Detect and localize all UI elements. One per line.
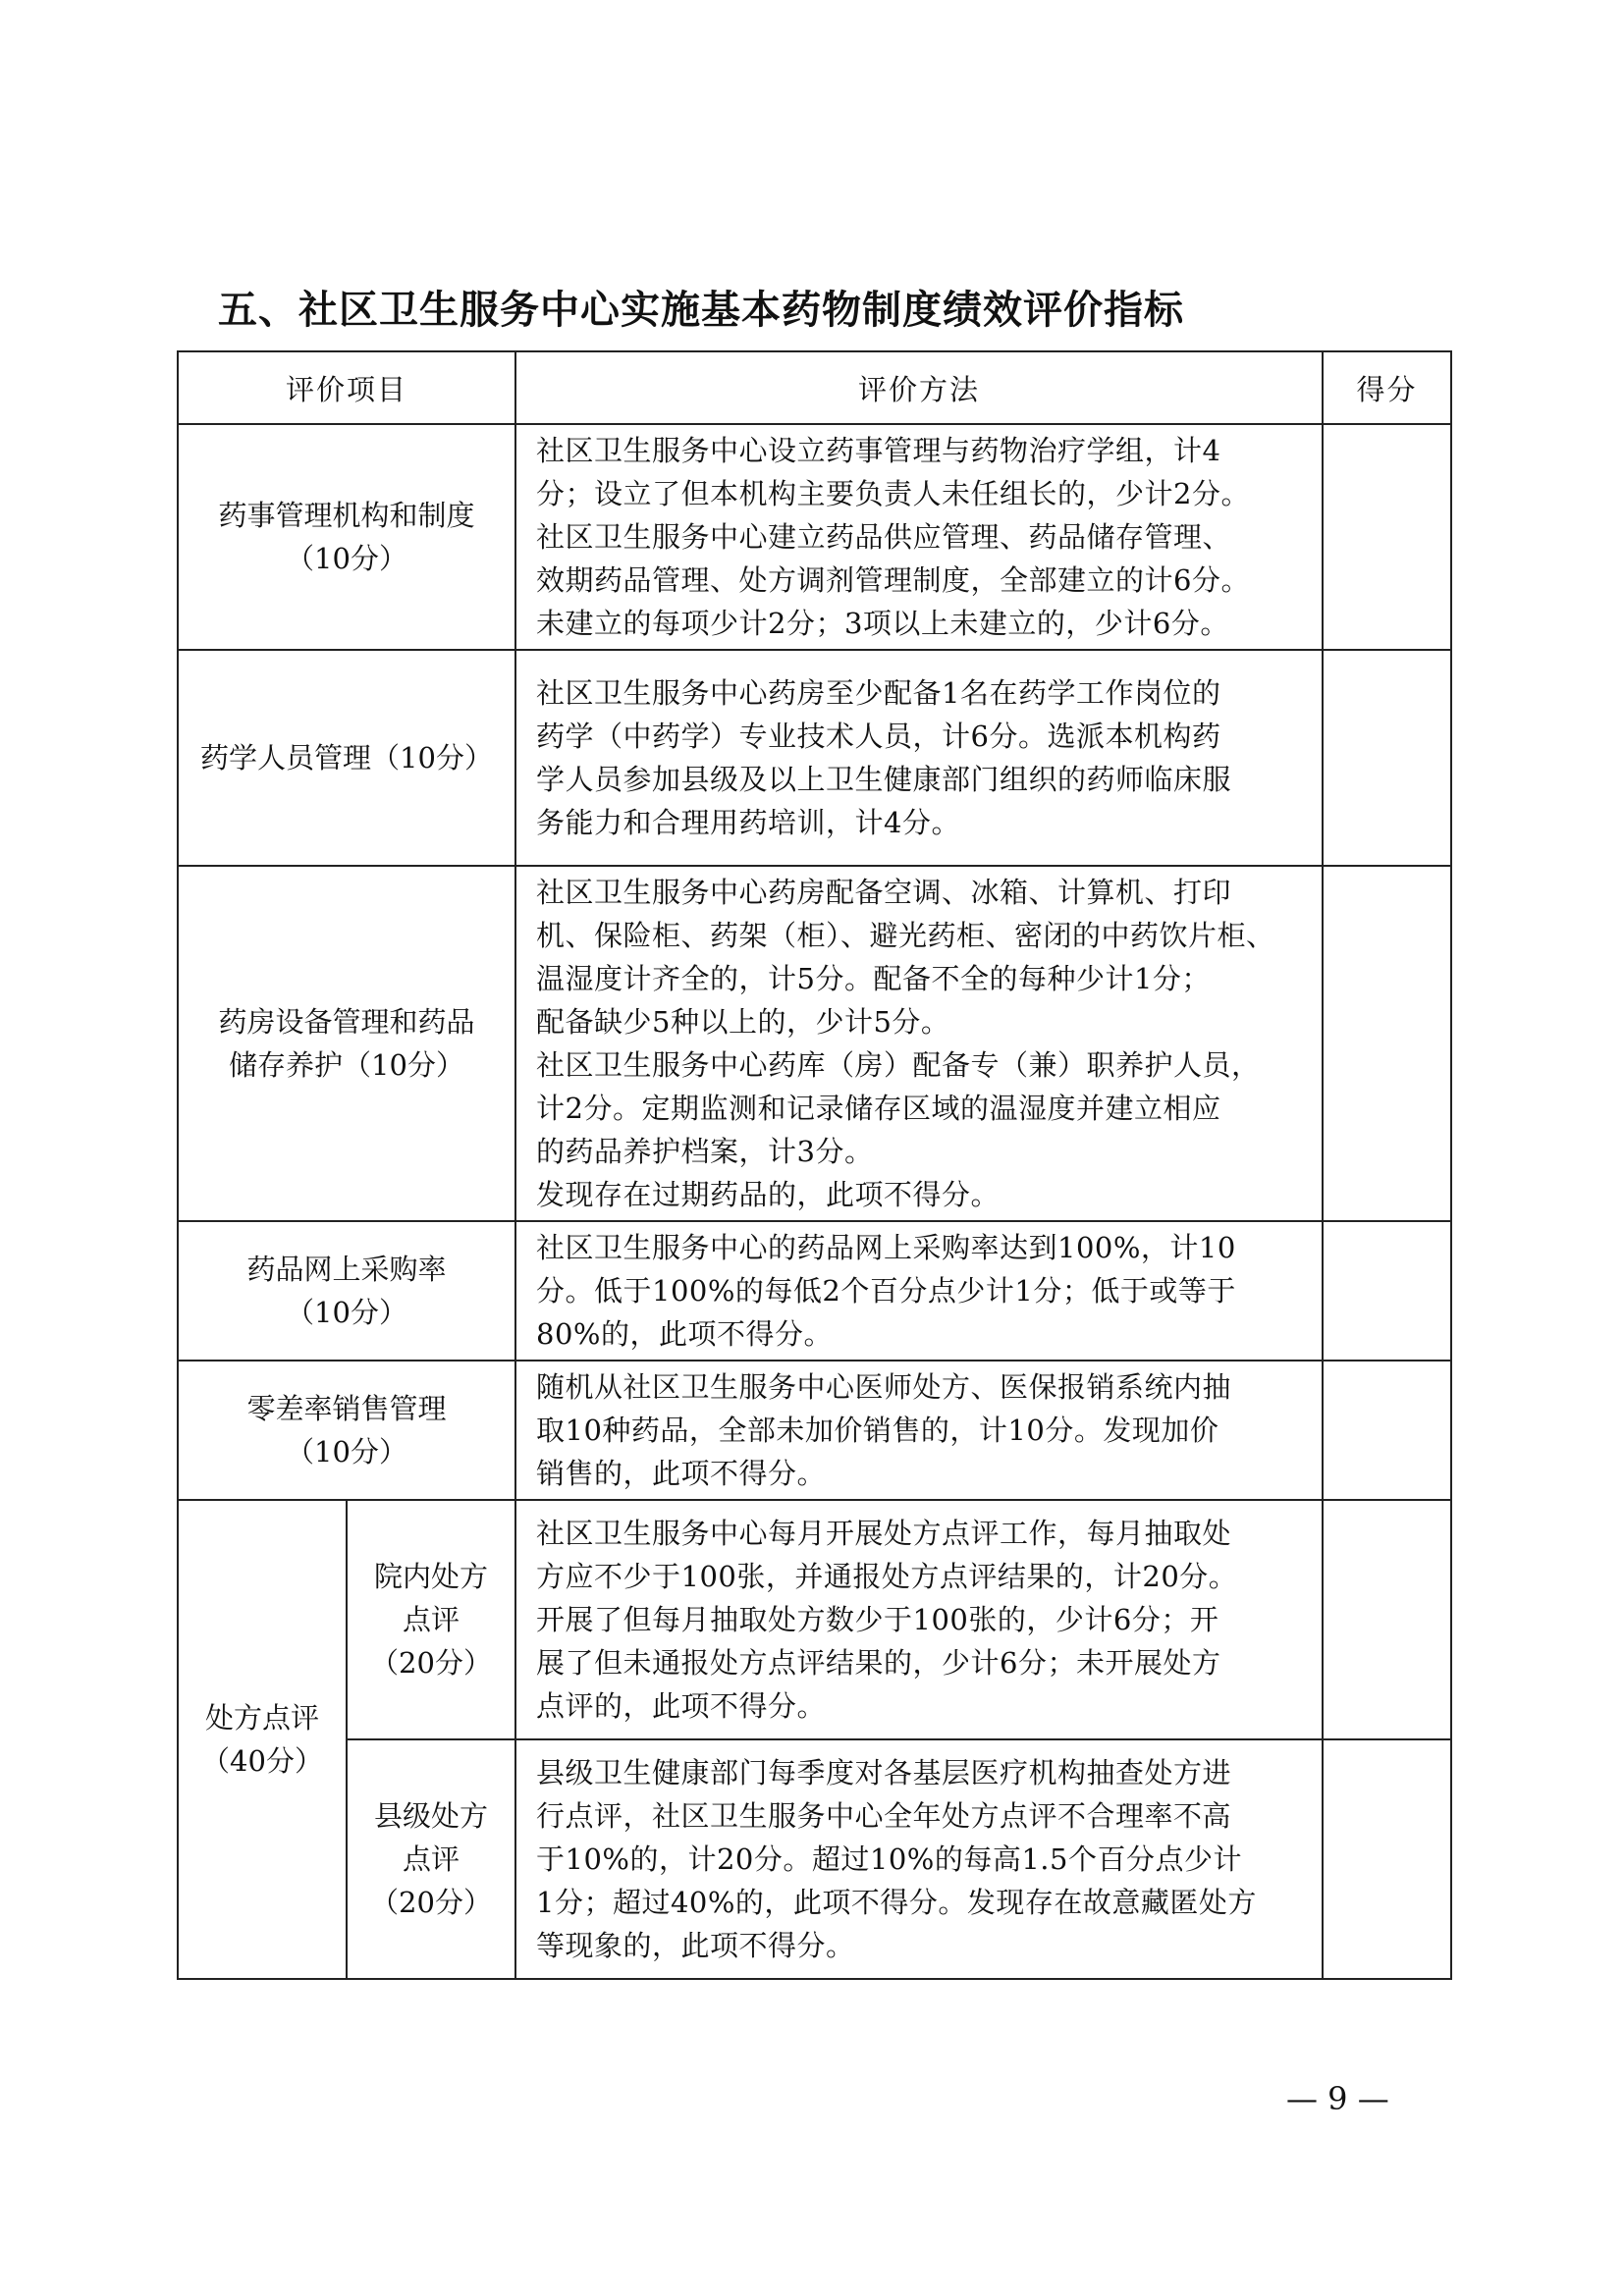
item-cell	[178, 1361, 515, 1500]
method-cell	[515, 424, 1323, 650]
score-cell	[1323, 866, 1451, 1221]
method-cell	[515, 1361, 1323, 1500]
group-label: （40分）	[201, 1744, 323, 1778]
method-line: 随机从社区卫生服务中心医师处方、医保报销系统内抽	[536, 1370, 1232, 1404]
method-line: 分；设立了但本机构主要负责人未任组长的，少计2分。	[536, 477, 1250, 510]
item-cell	[178, 650, 515, 866]
method-line: 县级卫生健康部门每季度对各基层医疗机构抽查处方进	[536, 1756, 1232, 1789]
subitem-label: 点评	[403, 1842, 460, 1876]
method-cell	[515, 1739, 1323, 1979]
score-cell	[1323, 1500, 1451, 1739]
method-line: 社区卫生服务中心药库（房）配备专（兼）职养护人员，	[536, 1048, 1261, 1082]
item-label: 药品网上采购率	[246, 1253, 447, 1286]
subitem-label: （20分）	[370, 1646, 492, 1680]
item-label: 储存养护（10分）	[229, 1048, 464, 1082]
method-line: 分。低于100%的每低2个百分点少计1分；低于或等于	[536, 1274, 1236, 1308]
subitem-cell	[347, 1500, 515, 1739]
item-cell	[178, 1221, 515, 1361]
score-cell	[1323, 1221, 1451, 1361]
method-line: 效期药品管理、处方调剂管理制度，全部建立的计6分。	[536, 563, 1250, 597]
method-line: 社区卫生服务中心药房至少配备1名在药学工作岗位的	[536, 676, 1221, 710]
item-label: （10分）	[286, 542, 407, 575]
item-label: 药学人员管理（10分）	[200, 741, 493, 774]
method-line: 1分；超过40%的，此项不得分。发现存在故意藏匿处方	[536, 1886, 1257, 1919]
header-item: 评价项目	[178, 351, 515, 424]
method-line: 的药品养护档案，计3分。	[536, 1135, 874, 1168]
table-row	[178, 1500, 1451, 1739]
subitem-label: 县级处方	[374, 1799, 489, 1833]
method-line: 展了但未通报处方点评结果的，少计6分；未开展处方	[536, 1646, 1221, 1680]
page-title: 五、社区卫生服务中心实施基本药物制度绩效评价指标	[218, 288, 1184, 333]
score-cell	[1323, 650, 1451, 866]
subitem-cell	[347, 1739, 515, 1979]
method-line: 开展了但每月抽取处方数少于100张的，少计6分；开	[536, 1603, 1219, 1636]
item-label: 零差率销售管理	[246, 1392, 447, 1425]
evaluation-table	[177, 350, 1452, 1980]
method-line: 发现存在过期药品的，此项不得分。	[536, 1178, 1001, 1211]
score-cell	[1323, 424, 1451, 650]
method-line: 药学（中药学）专业技术人员，计6分。选派本机构药	[536, 720, 1221, 753]
group-item-cell	[178, 1500, 347, 1979]
method-line: 方应不少于100张，并通报处方点评结果的，计20分。	[536, 1560, 1238, 1593]
item-label: 药事管理机构和制度	[218, 499, 475, 532]
item-cell	[178, 866, 515, 1221]
method-line: 销售的，此项不得分。	[536, 1457, 827, 1490]
table-header-row	[178, 351, 1451, 424]
table-row	[178, 1739, 1451, 1979]
method-line: 温湿度计齐全的，计5分。配备不全的每种少计1分；	[536, 962, 1211, 995]
item-label: （10分）	[286, 1435, 407, 1468]
table-row	[178, 1361, 1451, 1500]
method-line: 未建立的每项少计2分；3项以上未建立的，少计6分。	[536, 607, 1229, 640]
table-row	[178, 866, 1451, 1221]
method-line: 社区卫生服务中心设立药事管理与药物治疗学组，计4	[536, 434, 1221, 467]
method-line: 社区卫生服务中心每月开展处方点评工作，每月抽取处	[536, 1517, 1232, 1550]
method-cell	[515, 866, 1323, 1221]
method-line: 取10种药品，全部未加价销售的，计10分。发现加价	[536, 1414, 1219, 1447]
method-line: 务能力和合理用药培训，计4分。	[536, 806, 960, 839]
score-cell	[1323, 1361, 1451, 1500]
method-cell	[515, 1500, 1323, 1739]
method-line: 机、保险柜、药架（柜）、避光药柜、密闭的中药饮片柜、	[536, 919, 1275, 952]
method-line: 等现象的，此项不得分。	[536, 1929, 855, 1962]
method-line: 社区卫生服务中心的药品网上采购率达到100%，计10	[536, 1231, 1236, 1264]
method-line: 配备缺少5种以上的，少计5分。	[536, 1005, 950, 1039]
table-row	[178, 1221, 1451, 1361]
method-cell	[515, 1221, 1323, 1361]
score-cell	[1323, 1739, 1451, 1979]
header-score: 得分	[1323, 351, 1451, 424]
item-cell	[178, 424, 515, 650]
subitem-label: 点评	[403, 1603, 460, 1636]
table-row	[178, 650, 1451, 866]
page-number: — 9 —	[1286, 2080, 1389, 2117]
method-cell	[515, 650, 1323, 866]
subitem-label: （20分）	[370, 1886, 492, 1919]
method-line: 学人员参加县级及以上卫生健康部门组织的药师临床服	[536, 763, 1232, 796]
group-label: 处方点评	[204, 1701, 319, 1735]
header-method: 评价方法	[515, 351, 1323, 424]
method-line: 社区卫生服务中心药房配备空调、冰箱、计算机、打印	[536, 876, 1232, 909]
item-label: 药房设备管理和药品	[218, 1005, 475, 1039]
method-line: 于10%的，计20分。超过10%的每高1.5个百分点少计	[536, 1842, 1242, 1876]
item-label: （10分）	[286, 1296, 407, 1329]
method-line: 点评的，此项不得分。	[536, 1689, 827, 1723]
method-line: 社区卫生服务中心建立药品供应管理、药品储存管理、	[536, 520, 1232, 554]
table-row	[178, 424, 1451, 650]
subitem-label: 院内处方	[374, 1560, 489, 1593]
method-line: 计2分。定期监测和记录储存区域的温湿度并建立相应	[536, 1092, 1221, 1125]
method-line: 80%的，此项不得分。	[536, 1317, 833, 1351]
method-line: 行点评，社区卫生服务中心全年处方点评不合理率不高	[536, 1799, 1232, 1833]
